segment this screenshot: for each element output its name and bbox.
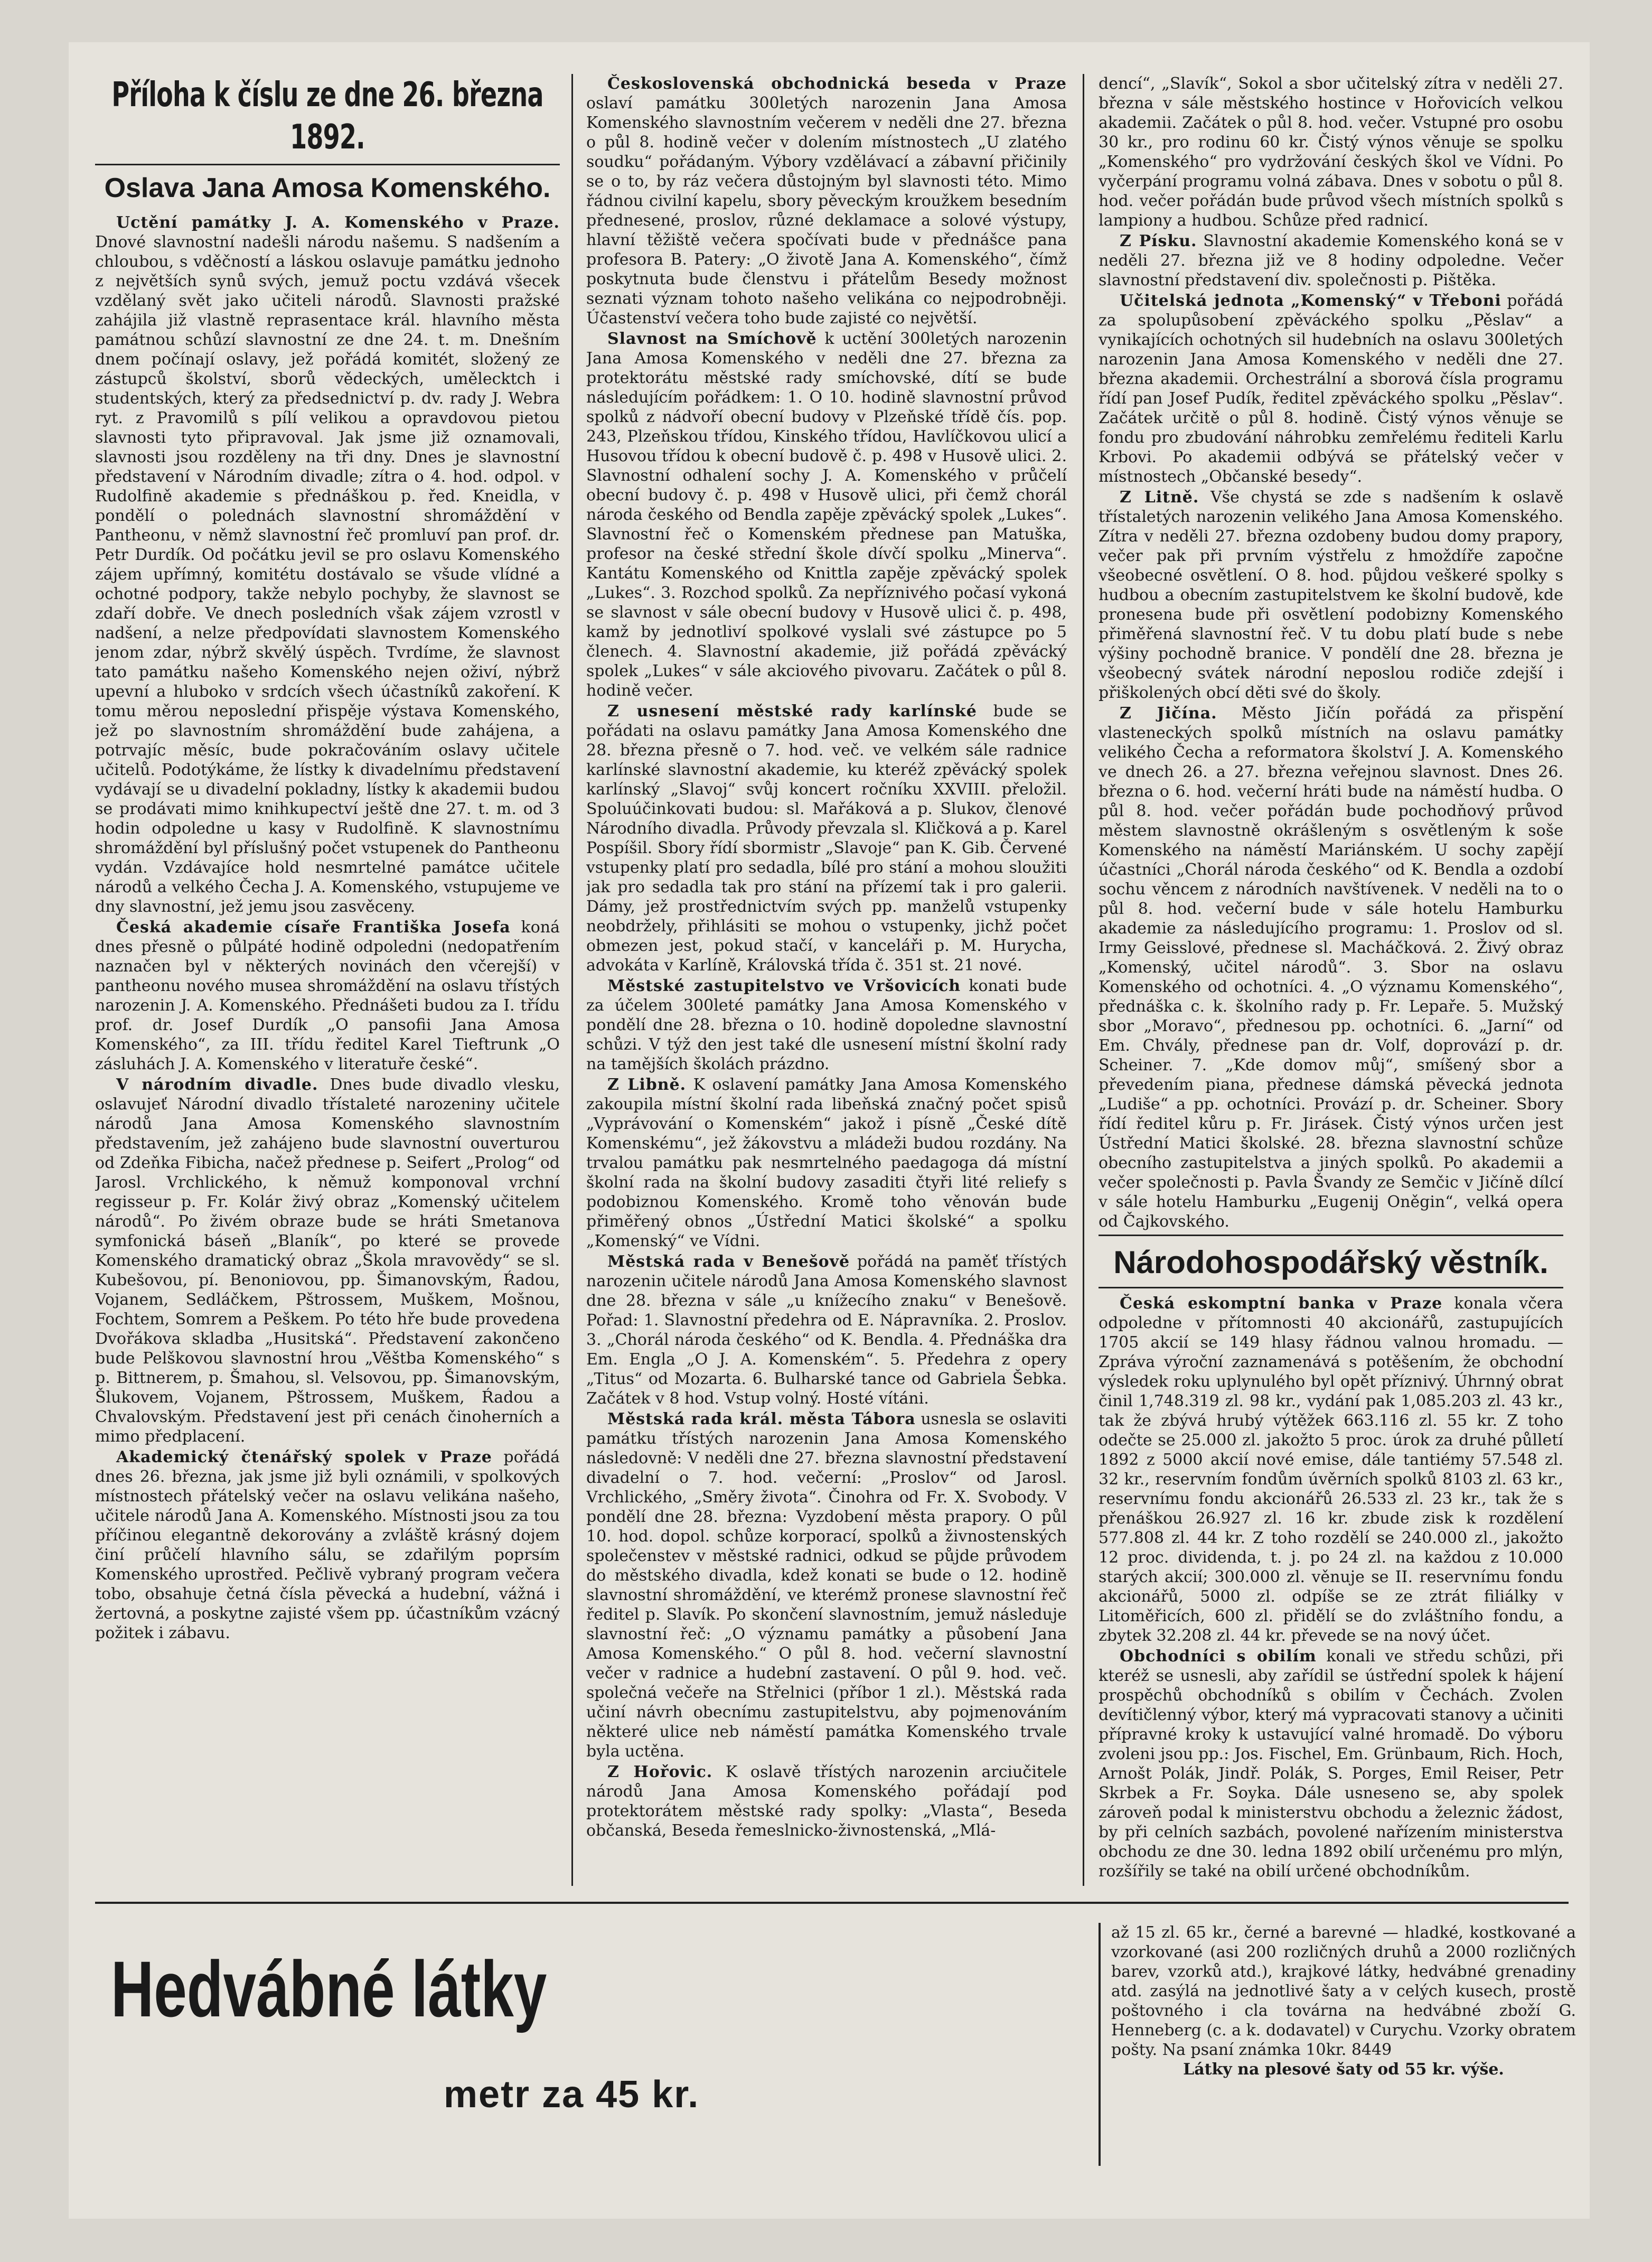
paragraph-lead: Učitelská jednota „Komenský“ v Třeboni [1120,292,1501,310]
paragraph-lead: Z Libně. [607,1076,687,1094]
paragraph-text: k uctění 300letých narozenin Jana Amosa Komenského v neděli dne 27. března za protektorátu městské rady smíchovské, dítí se bude následujícím pořádkem: 1. O 10. hodině slavnostní průvod spolků z nádvoří obecní budovy v Plzeňské třídě čís. pop. 243, Plzeňskou třídou, Kinského třídou, Havlíčkovou ulicí a Husovou třídou k obecní budově č. p. 498 v Husově ulici. 2. Slavnostní odhalení sochy J. A. Komenského v průčelí obecní budovy č. p. 498 v Husově ulici, při čemž chorál národa českého od Bendla zapěje zpěvácký spolek „Lukes“. Slavnostní řeč o Komenském přednese pan Matuška, profesor na české střední škole dívčí spolku „Minerva“. Kantátu Komenského od Knittla zapěje zpěvácký spolek „Lukes“. 3. Rozchod spolků. Za nepříznivého počasí vykoná se slavnost v sále obecní budovy v Husově ulici č. p. 498, kamž by jednotliví spolkové vyslali své zástupce po 5 členech. 4. Slavnostní akademie, již pořádá zpěvácký spolek „Lukes“ v sále akciového pivovaru. Začátek o půl 8. hodině večer. [586,330,1067,700]
paragraph-lead: Z Jičína. [1120,704,1217,723]
advertisement-rule [95,1902,1569,1904]
paragraph [1099,1647,1563,1881]
article-headline: Oslava Jana Amosa Komenského. [104,173,551,203]
paragraph [586,976,1067,1074]
paragraph [1099,291,1563,487]
section-rule [1099,1235,1563,1236]
paragraph-text: oslaví památku 300letých narozenin Jana Amosa Komenského slavnostním večerem v neděli dne 27. března o půl 8. hodině večer v dolením místnostech „U zlatého soudku“ pořádaným. Výbory vzdělávací a zábavní přičinily se o to, by ráz večera důstojným byl slavnosti této. Mimo řádnou civilní kapelu, sbory pěveckým kroužkem besedním přednesené, proslov, různé deklamace a solové výstupy, hlavní těžiště večera spočívati bude v přednášce pana profesora B. Patery: „O životě Jana A. Komenského“, čímž poskytnuta bude členstvu i přátelům Besedy možnost seznati význam tohoto našeho velikána co nejpodrobněji. Účastenství večera toho bude zajisté co největší. [586,94,1067,328]
paragraph [1099,74,1563,230]
paragraph-lead: Z usnesení městské rady karlínské [607,702,977,721]
supplement-header: Příloha k číslu ze dne 26. března 1892. [111,76,543,157]
paragraph [1099,1294,1563,1646]
paragraph-lead: Z Písku. [1120,232,1197,250]
section-rule [1099,1287,1563,1288]
ad-price: metr za 45 kr. [444,2073,700,2116]
paragraph [95,213,560,917]
header-rule [95,164,560,165]
paragraph [586,1762,1067,1840]
column-3 [1099,74,1563,1881]
paragraph [586,1409,1067,1761]
section-title: Národohospodářský věstník. [1113,1245,1548,1280]
paragraph-text: pořádá za spolupůsobení zpěváckého spolku „Pěslav“ a vynikajících ochotných sil hudebních na oslavu 300letých narozenin Jana Amosa Komenského v neděli dne 27. března akademii. Orchestrální a sborová čísla programu řídí pan Josef Pudík, ředitel zpěváckého spolku „Pěslav“. Začátek určitě o půl 8. hodině. Čistý výnos věnuje se fondu pro zbudování náhrobku zemřelému řediteli Karlu Krbovi. Po akademii odbývá se přátelský večer v místnostech „Občanské besedy“. [1099,292,1563,486]
paragraph-lead: Slavnost na Smíchově [607,330,817,348]
column-1 [95,74,560,1881]
newspaper-page [69,42,1590,2219]
ad-details-text: až 15 zl. 65 kr., černé a barevné — hladké, kostkované a vzorkované (asi 200 rozličných druhů a 2000 rozličných barev, vzorků atd.), krajkové látky, hedvábné grenadiny atd. zasýlá na jednotlivé šaty a v celých kusech, prostě poštovného i cla továrna na hedvábné zboží G. Henneberg (c. a k. dodavatel) v Curychu. Vzorky obratem pošty. Na psaní známka 10kr. 8449 [1111,1923,1576,2059]
paragraph-lead: Obchodníci s obilím [1120,1647,1317,1666]
paragraph [586,1075,1067,1251]
paragraph-text: Vše chystá se zde s nadšením k oslavě třístaletých narozenin velikého Jana Amosa Komenského. Zítra v neděli 27. března ozdobeny budou domy prapory, večer pak při prvním výstřelu z hmoždíře započne všeobecné osvětlení. O 8. hod. půjdou veškeré spolky s hudbou a obecním zastupitelstvem ke školní budově, kde pronesena bude při osvětlení podobizny Komenského přiměřená slavnostní řeč. V tu dobu platí bude s nebe výšiny pochodně branice. V pondělí dne 28. března je všeobecný svátek národní neposlou rodiče zdejší i přiškolených obcí děti své do školy. [1099,488,1563,702]
column-divider [1083,74,1084,1886]
advertisement [95,1912,1576,2187]
paragraph [95,918,560,1074]
paragraph-lead: Z Litně. [1120,488,1199,507]
paragraph-lead: Česká akademie císaře Františka Josefa [116,918,511,937]
paragraph-text: K oslavení památky Jana Amosa Komenského zakoupila místní školní rada libeňská značný počet spisů „Vyprávování o Komenském“ jakož i písně „České dítě Komenskému“, jež žákovstvu a mládeži budou rozdány. Na trvalou památku pak nesmrtelného paedagoga dá místní školní rada na školní budovy zasaditi čtyři lité reliefy s podobiznou Komenského. Kromě toho věnován bude přiměřený obnos „Ústřední Matici školské“ a spolku „Komenský“ ve Vídni. [586,1076,1067,1250]
paragraph-text: Dnové slavnostní nadešli národu našemu. S nadšením a chloubou, s vděčností a láskou oslavuje památku jednoho z největších synů svých, jemuž poctu vzdává všecek vzdělaný svět jako učiteli národů. Slavnosti pražské zahájila již vlastně reprasentace král. hlavního města památnou schůzí slavnostní ze dne 24. t. m. Dnešním dnem počínají oslavy, jež pořádá komitét, složený ze zástupců školství, sborů vědeckých, umělecktch i studentských, který za předsednictví p. dv. rady J. Webra ryt. z Pravomilů s pílí velikou a opravdovou pietou slavnosti tyto připravoval. Jak jsme již oznamovali, slavnosti jsou rozděleny na tři dny. Dnes je slavnostní představení v Národním divadle; zítra o 4. hod. odpol. v Rudolfině akademie s přednáškou p. řed. Kneidla, v pondělí o polednách slavnostní shromáždění v Pantheonu, v němž slavnostní řeč promluví pan prof. dr. Petr Durdík. Od počátku jevil se pro oslavu Komenského zájem upřímný, komitétu dostávalo se všude vlídné a ochotné podpory, takže nebylo pochyby, že slavnost se zdaří dobře. Ve dnech posledních však zájem vzrostl v nadšení, a nelze předpovídati slavnostem Komenského jenom zdar, nýbrž skvělý úspěch. Tvrdíme, že slavnost tato památku našeho Komenského nejen oživí, nýbrž upevní a hluboko v srdcích všech účastníků zakoření. K tomu měrou neposlední přispěje výstava Komenského, jež po slavnostním shromáždění bude zahájena, a potrvajíc měsíc, bude pokračováním oslavy učitele učitelů. Podotýkáme, že lístky k divadelnímu představení vydávají se u divadelní pokladny, lístky k akademii budou se prodávati mimo knihkupectví ještě dne 27. t. m. od 3 hodin odpoledne u kasy v Rudolfině. K slavnostnímu shromáždění byl příslušný počet vstupenek do Pantheonu vydán. Vzdávajíce hold nesmrtelné památce učitele národů a velkého Čecha J. A. Komenského, vstupujeme ve dny slavnostní, jež jemu jsou zasvěceny. [95,233,560,916]
column-2 [586,74,1067,1881]
paragraph [95,1447,560,1643]
ad-title: Hedvábné látky [111,1945,547,2033]
paragraph [1099,231,1563,290]
paragraph-text: Slavnostní akademie Komenského koná se v neděli 27. března již ve 8 hodiny odpoledne. Večer slavnostní představení div. společnosti p. Pištěka. [1099,232,1563,289]
paragraph-text: usnesla se oslaviti památku třístých narozenin Jana Amosa Komenského následovně: V neděli dne 27. března slavnostní představení divadelní o 7. hod. večerní: „Proslov“ od Jarosl. Vrchlického, „Směry života“. Činohra od Fr. X. Svobody. V pondělí dne 28. března: Vyzdobení města prapory. O půl 10. hod. dopol. schůze korporací, spolků a živnostenských společenstev v městské radnici, odkud se půjde průvodem do městského divadla, kdež konati se bude o 12. hodině slavnostní shromáždění, ve kterémž pronese slavnostní řeč ředitel p. Slavík. Po skončení slavnostním, jemuž následuje slavnostní řeč: „O významu památky a působení Jana Amosa Komenského.“ O půl 8. hod. večerní slavnostní večer v radnice a hudební zastavení. O půl 9. hod. več. společná večeře na Střelnici (příbor 1 zl.). Městská rada učiní návrh obecnímu zastupitelstvu, aby pojmenováním některé ulice neb náměstí památka Komenského trvale byla uctěna. [586,1410,1067,1761]
paragraph-text: Město Jičín pořádá za přispění vlasteneckých spolků místních na oslavu památky velikého Čecha a reformatora školství J. A. Komenského ve dnech 26. a 27. března veřejnou slavnost. Dnes 26. března o 6. hod. večerní hráti bude na náměstí hudba. O půl 8. hod. večer pořádán bude pochodňový průvod městem slavnostně okrášleným s osvětleným k soše Komenského na náměstí Mariánském. U sochy zapějí účastníci „Chorál národa českého“ od K. Bendla a ozdobí sochu věncem z národních navštívenek. V neděli na to o půl 8. hod. večerní bude v sále hotelu Hamburku akademie za následujícího programu: 1. Proslov od sl. Irmy Geisslové, přednese sl. Macháčková. 2. Živý obraz „Komenský, učitel národů“. 3. Sbor na oslavu Komenského od ochotníci. 4. „O významu Komenského“, přednáška c. k. školního rady p. Fr. Lepaře. 5. Mužský sbor „Moravo“, přednesou pp. ochotníci. 6. „Jarní“ od Em. Chvály, přednese pan dr. Volf, doprovází p. dr. Scheiner. 7. „Kde domov můj“, smíšený sbor a převedením piana, přednese dámská pěvecká jednota „Ludiše“ a pp. ochotníci. Provází p. dr. Scheiner. Sbory řídí ředitel kůru p. Fr. Jirásek. Čistý výnos určen jest Ústřední Matici školské. 28. března slavnostní schůze obecního zastupitelstva a jiných spolků. Po akademii a večer společnosti p. Pavla Švandy ze Semčic v Jičíně dílcí v sále hotelu Hamburku „Eugenij Oněgin“, velká opera od Čajkovského. [1099,704,1563,1231]
paragraph-lead: Akademický čtenářský spolek v Praze [116,1448,492,1466]
paragraph [1099,488,1563,703]
paragraph-text: konati bude za účelem 300leté památky Jana Amosa Komenského v pondělí dne 28. března o 10. hodině dopoledne slavnostní schůzi. V týž den jest také dle usnesení místní školní rady na tamějších školách prázdno. [586,977,1067,1073]
paragraph-lead: Městská rada v Benešově [607,1252,850,1271]
paragraph-lead: V národním divadle. [116,1076,318,1094]
paragraph [1099,704,1563,1231]
paragraph [95,1075,560,1446]
paragraph-text: konala včera odpoledne v přítomnosti 40 akcionářů, zastupujících 1705 akcií se 149 hlasy řádnou valnou hromadu. — Zpráva výroční zaznamenává s potěšením, že obchodní výsledek roku uplynulého byl opět příznivý. Úhrnný obrat činil 1,748.319 zl. 98 kr., vydání pak 1,085.203 zl. 43 kr., tak že zbývá hrubý výtěžek 663.116 zl. 55 kr. Z toho odečte se 25.000 zl. jakožto 5 proc. úrok za druhé půlletí 1892 z 5000 akcií nové emise, dále tantiémy 57.548 zl. 32 kr., reservním fondům úvěrních spolků 8103 zl. 63 kr., reservnímu fondu akcionářů 26.533 zl. 23 kr., tak že s přenáškou 26.927 zl. 16 kr. zbude zisk k rozdělení 577.808 zl. 44 kr. Z toho rozdělí se 240.000 zl., jakožto 12 proc. dividenda, t. j. po 24 zl. na každou z 10.000 starých akcií; 300.000 zl. věnuje se II. reservnímu fondu akcionářů, 5000 zl. odpíše se ze ztrát filiálky v Litoměřicích, 600 zl. přidělí se do zvláštního fondu, a zbytek 32.208 zl. 44 kr. převede se na nový účet. [1099,1294,1563,1645]
paragraph-text: pořádá na paměť třístých narozenin učitele národů Jana Amosa Komenského slavnost dne 28. března v sále „u knížecího znaku“ v Benešově. Pořad: 1. Slavnostní předehra od E. Nápravníka. 2. Proslov. 3. „Chorál národa českého“ od K. Bendla. 4. Přednáška dra Em. Engla „O J. A. Komenském“. 5. Předehra z opery „Titus“ od Mozarta. 6. Bulharské tance od Gabriela Šebka. Začátek v 8 hod. Vstup volný. Hosté vítáni. [586,1252,1067,1408]
paragraph-text: pořádá dnes 26. března, jak jsme již byli oznámili, v spolkových místnostech přátelský večer na oslavu velikána našeho, učitele národů Jana A. Komenského. Místnosti jsou za tou příčinou elegantně dekorovány a zvláště krásný dojem činí průčelí hlavního sálu, se zdařilým poprsím Komenského uprostřed. Pečlivě vybraný program večera tobo, obsahuje četná čísla pěvecká a hudební, vážná i žertovná, a poskytne zajisté všem pp. účastníkům vzácný požitek i zábavu. [95,1448,560,1642]
paragraph-lead: Česká eskomptní banka v Praze [1120,1294,1443,1313]
column-divider [571,74,573,1886]
ad-details [1099,1923,1576,2166]
paragraph [586,1252,1067,1408]
paragraph-text: koná dnes přesně o půlpáté hodině odpoledni (nedopatřením naznačen byl v některých novinách den včerejší) v pantheonu nového musea shromáždění na oslavu třístých narozenin J. A. Komenského. Přednášeti budou za I. třídu prof. dr. Josef Durdík „O pansofii Jana Amosa Komenského“, za III. třídu ředitel Karel Tieftrunk „O zásluhách J. A. Komenského v literatuře české“. [95,918,560,1073]
paragraph-text: K oslavě třístých narozenin arciučitele národů Jana Amosa Komenského pořádají pod protektorátem městské rady spolky: „Vlasta“, Beseda občanská, Beseda řemeslnicko-živnostenská, „Mlá- [586,1763,1067,1840]
paragraph [586,74,1067,328]
paragraph-lead: Uctění památky J. A. Komenského v Praze. [116,213,560,232]
paragraph-lead: Z Hořovic. [607,1763,713,1781]
paragraph-text: dencí“, „Slavík“, Sokol a sbor učitelský zítra v neděli 27. března v sále městského hostince v Hořovicích velkou akademii. Začátek o půl 8. hod. večer. Vstupné pro osobu 30 kr., pro rodinu 60 kr. Čistý výnos věnuje se spolku „Komenského“ pro vydržování českých škol ve Vídni. Po vyčerpání programu volná zábava. Dnes v sobotu o půl 8. hod. večer pořádán bude průvod všech místních spolků s lampiony a hudbou. Schůze před radnicí. [1099,74,1563,230]
paragraph [586,329,1067,700]
paragraph-lead: Městská rada král. města Tábora [607,1410,916,1428]
paragraph-text: Dnes bude divadlo vlesku, oslavujeť Národní divadlo třístaleté narozeniny učitele národů Jana Amosa Komenského slavnostním představením, jež zahájeno bude slavnostní ouverturou od Zdeňka Fibicha, načež přednese p. Seifert „Prolog“ od Jarosl. Vrchlického, k němuž komponoval vrchní regisseur p. Fr. Kolár živý obraz „Komenský učitelem národů“. Po živém obraze bude se hráti Smetanova symfonická báseň „Blaník“, po které se provede Komenského dramatický obraz „Škola mravovědy“ se sl. Kubešovou, pí. Benoniovou, pp. Šimanovským, Ŕadou, Vojanem, Sedláčkem, Pštrossem, Muškem, Mošnou, Fochtem, Somrem a Peškem. Po této hře bude provedena Dvořákova skladba „Husitská“. Představení zakončeno bude Pelškovou slavnostní hrou „Věštba Komenského“ s p. Bittnerem, p. Šmahou, sl. Velsovou, pp. Šimanovským, Šlukovem, Vojanem, Pštrossem, Muškem, Ŕadou a Chvalovským. Představení jest při cenách činoherních a mimo předplacení. [95,1076,560,1446]
ad-footer: Látky na plesové šaty od 55 kr. výše. [1183,2060,1504,2079]
paragraph-text: bude se pořádati na oslavu památky Jana Amosa Komenského dne 28. března přesně o 7. hod. več. ve velkém sále radnice karlínské slavnostní akademie, ku kteréž zpěvácký spolek karlínský „Slavoj“ svůj koncert ročníku XXVIII. přeložil. Spoluúčinkovati budou: sl. Mařáková a p. Slukov, členové Národního divadla. Průvody převzala sl. Kličková a p. Karel Pospíšil. Sbory řídí sbormistr „Slavoje“ pan K. Gib. Červené vstupenky platí pro sedadla, bílé pro stání a mohou sloužiti jak pro sedadla tak pro stání na přízemí tak i pro galerii. Dámy, jež prostřednictvím svých pp. manželů vstupenky neobdržely, přihlásiti se mohou o vstupenky, jichž počet obmezen jest, pokud stačí, v kanceláři p. M. Hurycha, advokáta v Karlíně, Královská třída č. 351 st. 21 nové. [586,702,1067,975]
paragraph [586,702,1067,975]
paragraph-lead: Československá obchodnická beseda v Praze [607,74,1067,93]
paragraph-text: konali ve středu schůzi, při kteréž se usnesli, aby zařídil se ústřední spolek k hájení prospěchů obchodníků s obilím v Čechách. Zvolen devítičlenný výbor, který má vypracovati stanovy a učiniti přípravné kroky k ustavující valné hromadě. Do výboru zvoleni jsou pp.: Jos. Fischel, Em. Grünbaum, Rich. Hoch, Arnošt Polák, Jindř. Polák, S. Porges, Emil Reiser, Petr Skrbek a Fr. Soyka. Dále usneseno se, aby spolek zároveň podal k ministerstvu obchodu a železnic žádost, by při celních sazbách, povolené nařízením ministerstva obchodu ze dne 30. ledna 1892 obilí určenému pro mlýn, rozšířily se také na obilí určené obchodníkům. [1099,1647,1563,1881]
paragraph-lead: Městské zastupitelstvo ve Vršovicích [607,977,961,995]
